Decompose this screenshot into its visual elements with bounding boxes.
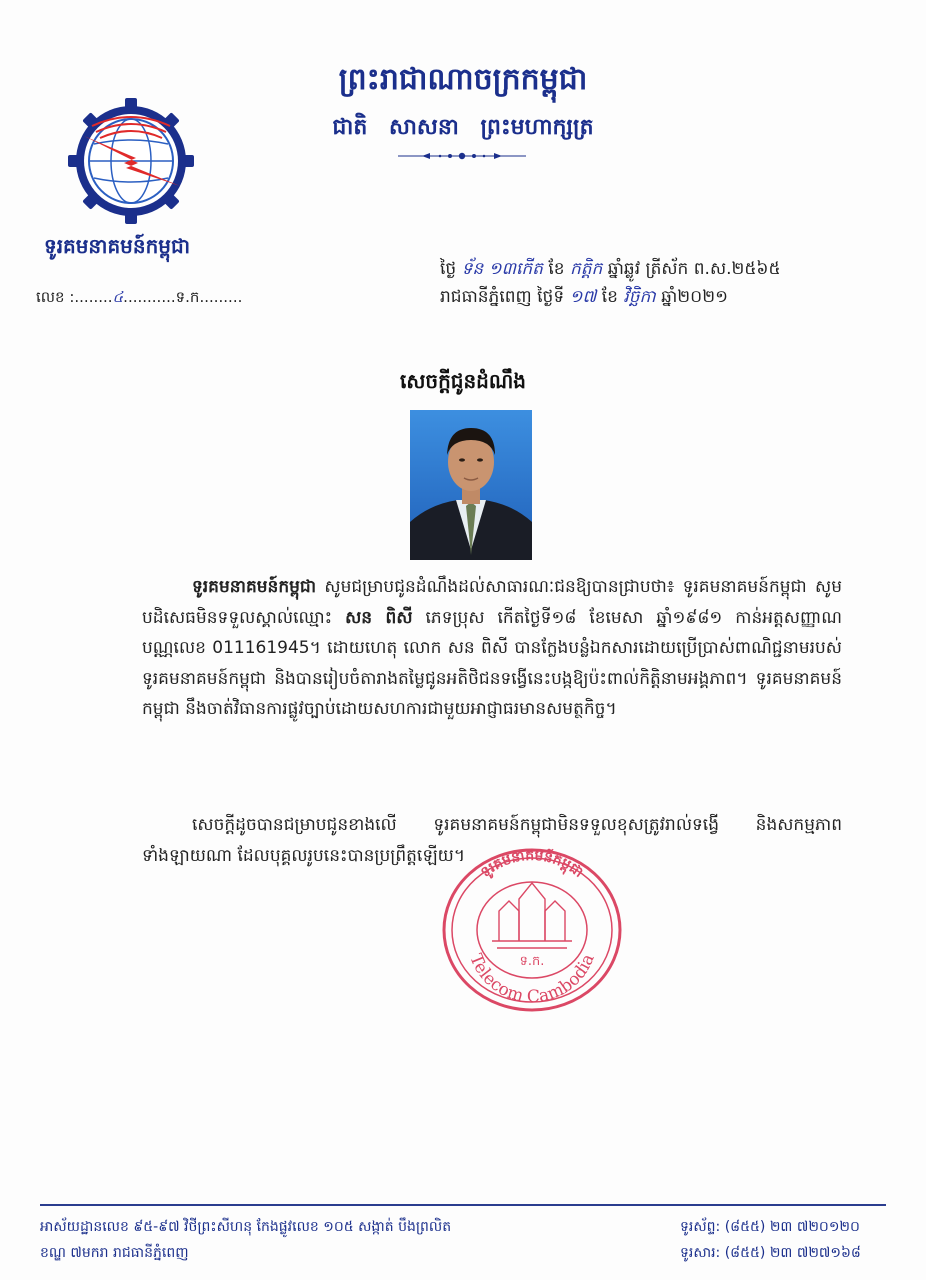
document-title: សេចក្តីជូនដំណឹង (400, 369, 526, 393)
lunar-date-line (440, 258, 781, 283)
solar-month-label: ខែ (601, 287, 618, 307)
solar-month: វិច្ឆិកា (623, 287, 656, 307)
stamp-text-top: ទូរគមនាគមន៍កម្ពុជា (477, 847, 587, 881)
stamp-center-mark: ទ.ក. (519, 954, 545, 969)
reference-suffix: ទ.ក (175, 288, 200, 306)
solar-day: ១៧ (569, 287, 597, 307)
solar-date-line (440, 286, 728, 311)
ornament-divider (398, 148, 526, 164)
lunar-day: ទ័ន ១៣កើត (461, 259, 543, 279)
footer-address-line-1: អាស័យដ្ឋានលេខ ៩៥-៩៧ វិថីព្រះសីហនុ កែងផ្លូវលេខ ១០៥ សង្កាត់ បឹងព្រលិត (40, 1219, 452, 1235)
official-stamp (437, 845, 627, 1015)
lunar-year: ឆ្នាំឆ្លូវ ត្រីស័ក ព.ស.២៥៦៥ (607, 259, 781, 279)
notice-person-name: សន ពិសី (345, 607, 413, 628)
reference-value: ៤ (112, 288, 124, 306)
telecom-cambodia-logo (66, 96, 196, 226)
footer-phone: ទូរស័ព្ទ: (៨៥៥) ២៣ ៧២០១២០ (680, 1219, 860, 1235)
stamp-text-bottom: Telecom Cambodia (465, 951, 599, 1008)
reference-label: លេខ : (36, 288, 75, 306)
lunar-date-prefix: ថ្ងៃ (440, 259, 457, 279)
footer-fax: ទូរសារ: (៨៥៥) ២៣ ៧២៧១៦៨ (680, 1245, 861, 1261)
reference-number: លេខ :........៤...........ទ.ក......... (36, 288, 243, 306)
notice-text-part-b: ភេទប្រុស កើតថ្ងៃទី១៨ ខែមេសា ឆ្នាំ១៩៨១ កាន់អត្តសញ្ញាណបណ្ណលេខ 011161945។ ដោយហេតុ លោក សន ពិសី បានក្លែងបន្លំឯកសារដោយប្រើប្រាស់ពាណិជ្ជនាមរបស់ទូរគមនាគមន៍កម្ពុជា និងបានរៀបចំតារាងតម្លៃជូនអតិថិជនទង្វើនេះបង្កឱ្យប៉ះពាល់កិត្តិនាមអង្គភាព។ ទូរគមនាគមន៍កម្ពុជា នឹងចាត់វិធានការផ្លូវច្បាប់ដោយសហការជាមួយអាជ្ញាធរមានសមត្ថកិច្ច។ (142, 607, 843, 719)
organization-name: ទូរគមនាគមន៍កម្ពុជា (44, 234, 190, 258)
lunar-month: កត្តិក (569, 259, 603, 279)
notice-text-part-a: សូមជម្រាបជូនដំណឹងដល់សាធារណៈជនឱ្យបានជ្រាបថា៖ ទូរគមនាគមន៍កម្ពុជា សូមបដិសេធមិនទទួលស្គាល់ឈ្មោះ (142, 577, 842, 628)
footer-divider (40, 1204, 886, 1206)
notice-closing-text: សេចក្តីដូចបានជម្រាបជូនខាងលើ ទូរគមនាគមន៍កម្ពុជាមិនទទួលខុសត្រូវរាល់ទង្វើ និងសកម្មភាពទាំងឡាយណា ដែលបុគ្គលរូបនេះបានប្រព្រឹត្តឡើយ។ (142, 815, 842, 866)
lunar-month-label: ខែ (548, 259, 565, 279)
national-motto: ជាតិ សាសនា ព្រះមហាក្សត្រ (332, 114, 594, 140)
person-photo (410, 410, 532, 560)
notice-paragraph-1 (142, 572, 842, 725)
notice-org-name: ទូរគមនាគមន៍កម្ពុជា (192, 577, 317, 597)
solar-year: ឆ្នាំ២០២១ (661, 287, 728, 307)
kingdom-heading: ព្រះរាជាណាចក្រកម្ពុជា (338, 62, 588, 97)
solar-date-prefix: រាជធានីភ្នំពេញ ថ្ងៃទី (440, 287, 565, 307)
footer-address-line-2: ខណ្ឌ ៧មករា រាជធានីភ្នំពេញ (40, 1245, 189, 1261)
svg-text:ទូរគមនាគមន៍កម្ពុជា (478, 847, 586, 882)
